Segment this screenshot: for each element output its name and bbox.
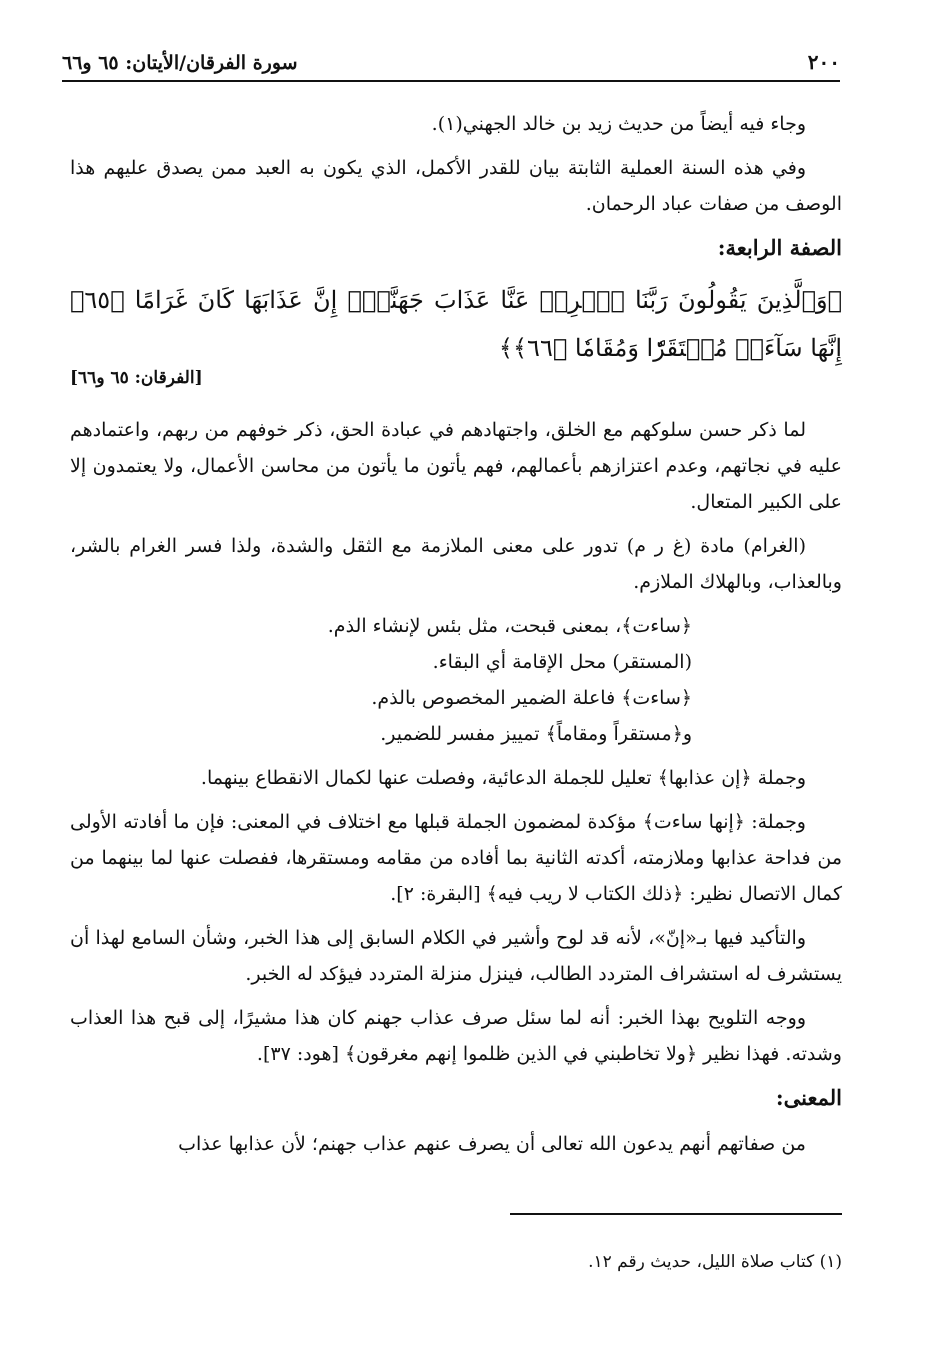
vocabulary-list — [70, 608, 842, 752]
paragraph-meaning: من صفاتهم أنهم يدعون الله تعالى أن يصرف عنهم عذاب جهنم؛ لأن عذابها عذاب — [178, 1133, 806, 1155]
paragraph-hadith-source: وجاء فيه أيضاً من حديث زيد بن خالد الجهني(١). — [431, 113, 806, 135]
footnote: (١) كتاب صلاة الليل، حديث رقم ١٢. — [588, 1252, 842, 1272]
paragraph-explanation: لما ذكر حسن سلوكهم مع الخلق، واجتهادهم في عبادة الحق، ذكر خوفهم من ربهم، واعتمادهم عليه في نجاتهم، وعدم اعتزازهم بأعمالهم، فهم يأتون ما يأتون من محاسن الأعمال، ولا يعتمدون إلا على الكبير المتعال. — [70, 419, 842, 513]
list-item: ﴿ساءت﴾، بمعنى قبحت، مثل بئس لإنشاء الذم. — [327, 615, 692, 637]
list-item: ﴿ساءت﴾ فاعلة الضمير المخصوص بالذم. — [371, 687, 692, 709]
quran-verse: ﴿وَٱلَّذِينَ يَقُولُونَ رَبَّنَا ٱصۡرِفۡ عَنَّا عَذَابَ جَهَنَّمَۖ إِنَّ عَذَابَهَا كَانَ غَرَامًا ﴿٦٥﴾ إِنَّهَا سَآءَتۡ مُسۡتَقَرّٗا وَمُقَامٗا ﴿٦٦﴾﴾ — [70, 286, 842, 362]
page-header — [62, 50, 840, 82]
list-item: و﴿مستقراً ومقاماً﴾ تمييز مفسر للضمير. — [380, 723, 692, 745]
paragraph-sunnah: وفي هذه السنة العملية الثابتة بيان للقدر الأكمل، الذي يكون به العبد ممن يصدق عليهم هذا الوصف من صفات عباد الرحمان. — [70, 157, 842, 215]
paragraph-allusion: ووجه التلويح بهذا الخبر: أنه لما سئل صرف عذاب جهنم كان هذا مشيرًا، إلى قبح هذا العذاب وشدته. فهذا نظير ﴿ولا تخاطبني في الذين ظلموا إنهم مغرقون﴾ [هود: ٣٧]. — [70, 1007, 842, 1065]
page-body — [70, 106, 842, 1170]
paragraph-emphasis: والتأكيد فيها بـ«إنّ»، لأنه قد لوح وأشير في الكلام السابق إلى هذا الخبر، وشأن السامع لهذا أن يستشرف له استشراف المتردد الطالب، فينزل منزلة المتردد فيؤكد له الخبر. — [70, 927, 842, 985]
footnote-divider — [510, 1213, 842, 1215]
section-heading-fourth-attribute: الصفة الرابعة: — [717, 235, 842, 260]
running-title: سورة الفرقان/الأيتان: ٦٥ و٦٦ — [62, 52, 298, 74]
paragraph-inna-adhabaha: وجملة ﴿إن عذابها﴾ تعليل للجملة الدعائية، وفصلت عنها لكمال الانقطاع بينهما. — [200, 767, 806, 789]
page-number: ٢٠٠ — [807, 50, 840, 74]
list-item: (المستقر) محل الإقامة أي البقاء. — [432, 651, 692, 673]
verse-reference: [الفرقان: ٦٥ و٦٦] — [70, 368, 203, 388]
paragraph-innaha-saat: وجملة: ﴿إنها ساءت﴾ مؤكدة لمضمون الجملة قبلها مع اختلاف في المعنى: فإن ما أفادته الأولى من فداحة عذابها وملازمته، أكدته الثانية بما أفاده من مقامه ومستقرها، ففصلت عنها لما بينهما من كمال الاتصال نظير: ﴿ذلك الكتاب لا ريب فيه﴾ [البقرة: ٢]. — [70, 811, 842, 905]
section-heading-meaning: المعنى: — [775, 1085, 842, 1110]
paragraph-gharam: (الغرام) مادة (غ ر م) تدور على معنى الملازمة مع الثقل والشدة، ولذا فسر الغرام بالشر، وبالعذاب، وبالهلاك الملازم. — [70, 535, 842, 593]
